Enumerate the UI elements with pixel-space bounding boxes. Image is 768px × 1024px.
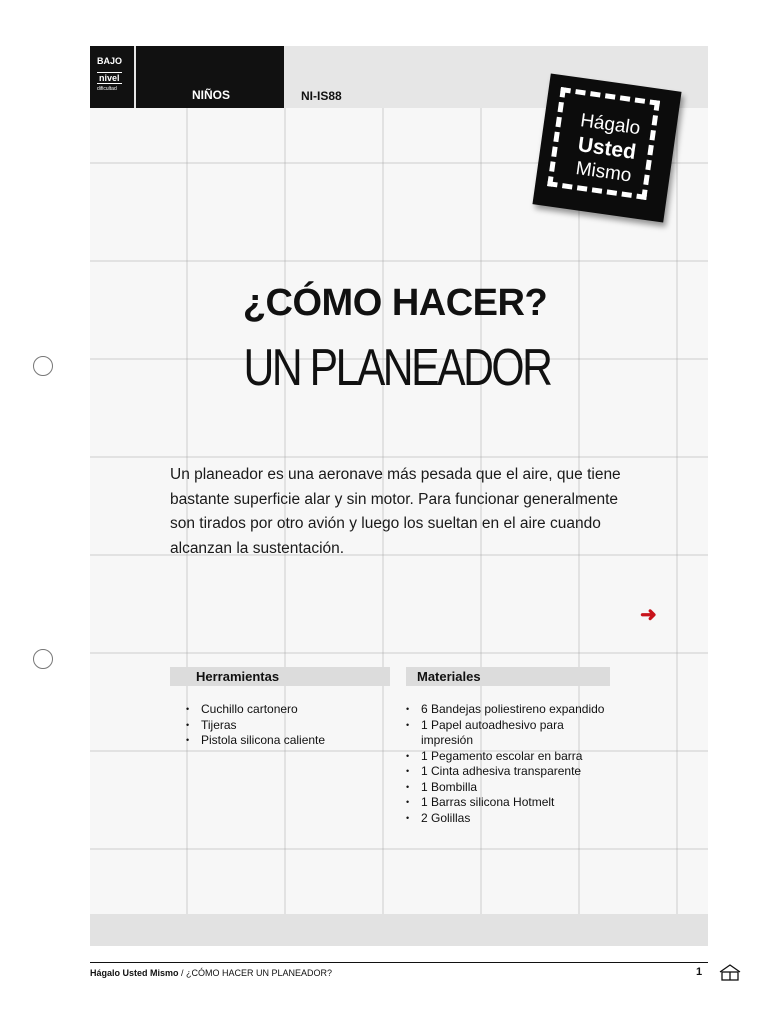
logo-line-1: Hágalo [578,110,642,140]
footer-text [90,968,332,978]
difficulty-label: nivel [99,73,120,83]
page-title-subject: UN PLANEADOR [243,339,551,397]
materials-item: • 1 Bombilla [406,780,616,796]
tools-item: • Tijeras [186,718,386,734]
hagalo-usted-mismo-logo [532,73,681,222]
page-number: 1 [696,966,703,978]
footer-separator: / [178,968,187,978]
arrow-right-icon[interactable]: ➜ [640,604,657,626]
document-code: NI-IS88 [301,89,342,103]
tools-heading: Herramientas [170,667,390,686]
logo-line-3: Mismo [574,157,633,187]
house-icon [718,962,742,982]
binder-hole-top [33,356,53,376]
category-badge [136,46,284,108]
difficulty-badge [90,46,134,108]
materials-item: • 6 Bandejas poliestireno expandido [406,702,616,718]
difficulty-level: BAJO [97,56,123,66]
materials-list [406,702,616,826]
category-label: NIÑOS [192,88,231,102]
footer-doc-title: ¿CÓMO HACER UN PLANEADOR? [186,968,333,978]
page-title-question: ¿CÓMO HACER? [242,282,548,324]
binder-hole-bottom [33,649,53,669]
materials-heading: Materiales [406,667,610,686]
materials-item: • 1 Barras silicona Hotmelt [406,795,616,811]
tools-list [186,702,386,749]
materials-item: • 1 Cinta adhesiva transparente [406,764,616,780]
difficulty-caption: dificultad [97,86,117,92]
footer-band [90,914,708,946]
tools-item: • Pistola silicona caliente [186,733,386,749]
materials-item: • 1 Pegamento escolar en barra [406,749,616,765]
logo-line-2: Usted [576,133,638,164]
materials-item: • 2 Golillas [406,811,616,827]
intro-paragraph: Un planeador es una aeronave más pesada que el aire, que tiene bastante superficie alar y sin motor. Para funcionar generalmente son tirados por otro avión y luego los sueltan en el aire cuando alcanzan la sustentación. [170,466,621,557]
materials-item: • 1 Papel autoadhesivo para impresión [406,718,616,749]
footer-divider [90,962,708,963]
footer-brand: Hágalo Usted Mismo [90,968,179,978]
tools-item: • Cuchillo cartonero [186,702,386,718]
